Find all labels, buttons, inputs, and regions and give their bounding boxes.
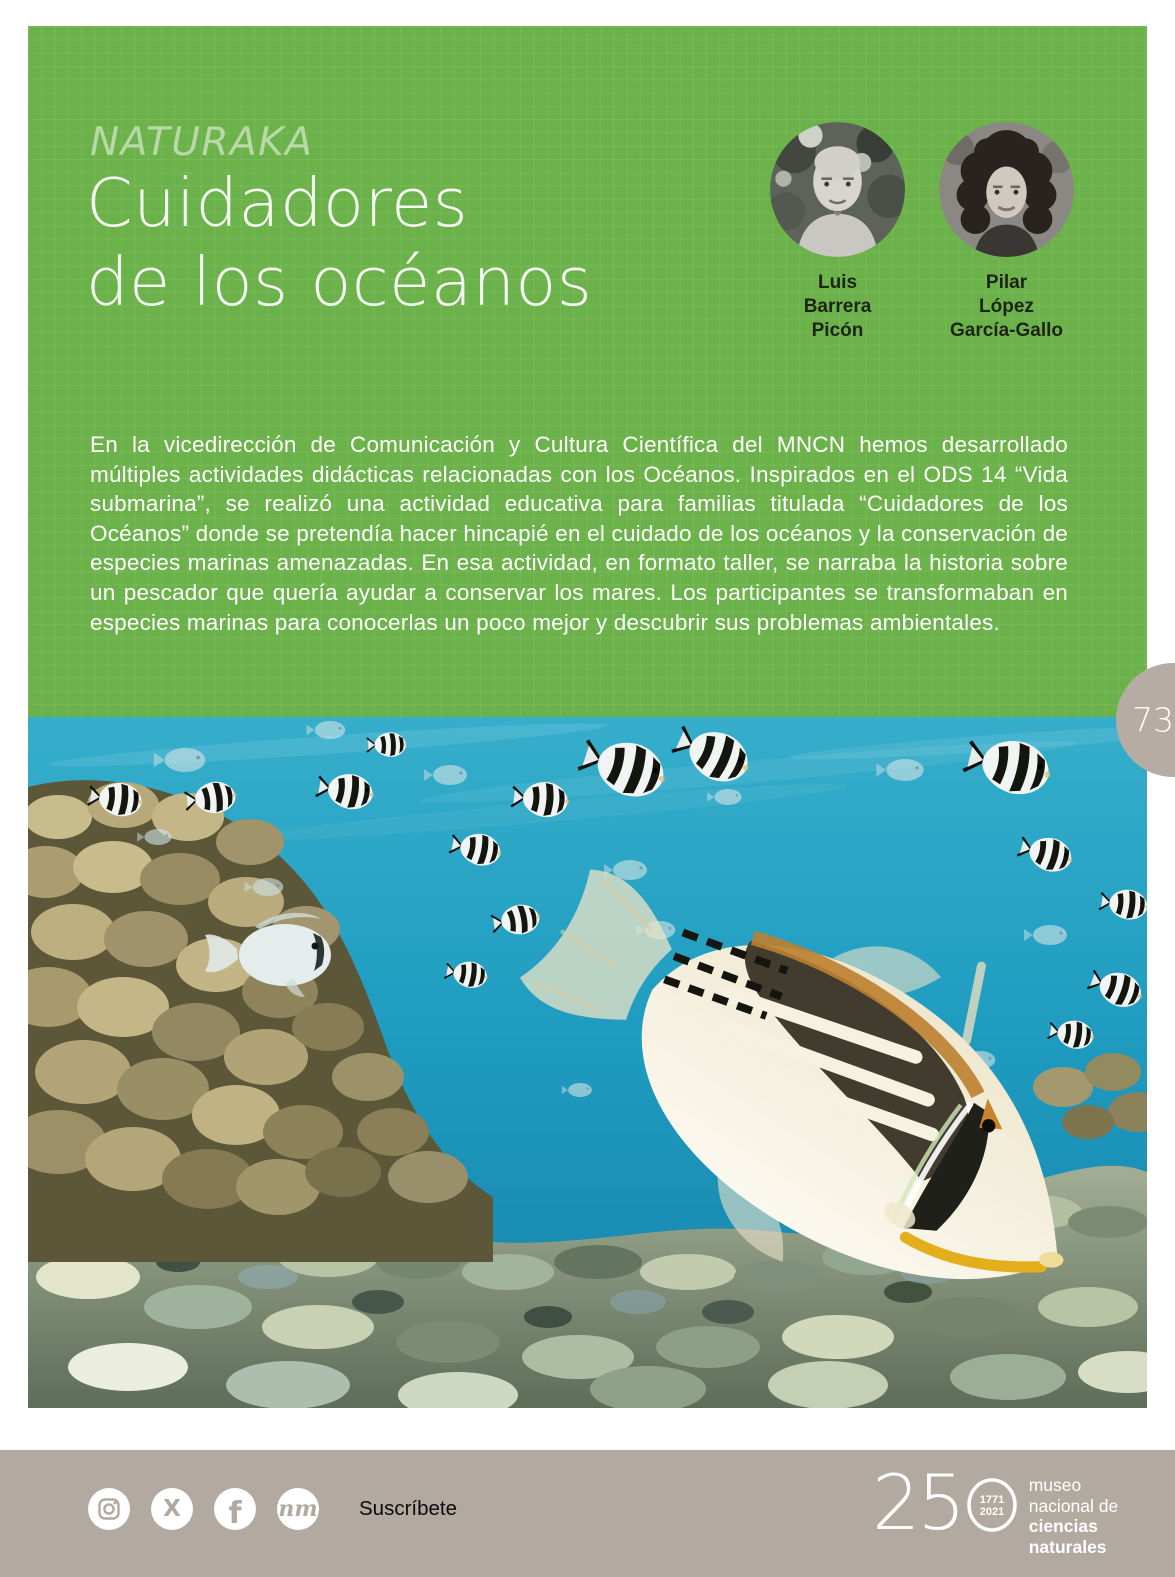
naturalmente-logo-icon: nm xyxy=(278,1496,318,1522)
facebook-button[interactable] xyxy=(214,1488,256,1530)
reef-photo xyxy=(28,717,1147,1408)
footer-bar xyxy=(0,1450,1175,1577)
avatar-woman-illustration xyxy=(939,122,1074,257)
naturalmente-button[interactable] xyxy=(277,1488,319,1530)
author-pilar xyxy=(939,122,1074,343)
x-button[interactable] xyxy=(151,1488,193,1530)
page-title-line1: Cuidadores xyxy=(86,164,469,242)
logo-250-number: 25 xyxy=(872,1458,963,1547)
museum-name: museo nacional de ciencias naturales xyxy=(1028,1475,1119,1557)
author-name-luis: Luis Barrera Picón xyxy=(803,272,872,341)
intro-paragraph: En la vicedirección de Comunicación y Cultura Científica del MNCN hemos desarrollado múltiples actividades didácticas relacionadas con los Océanos. Inspirados en el ODS 14 “Vida submarina”, se realizó una actividad educativa para familias titulada “Cuidadores de los Océanos” donde se pretendía hacer hincapié en el cuidado de los océanos y la conservación de especies marinas amenazadas. En esa actividad, en formato taller, se narraba la historia sobre un pescador que quería ayudar a conservar los mares. Los participantes se transformaban en especies marinas para conocerlas un poco mejor y descubrir sus problemas ambientales. xyxy=(90,432,1068,635)
section-kicker: NATURAKA xyxy=(90,120,314,165)
instagram-icon xyxy=(96,1496,122,1522)
page-title xyxy=(86,164,592,322)
page-title-line2: de los océanos xyxy=(86,243,593,321)
authors xyxy=(770,122,1074,343)
year-1771: 1771 xyxy=(979,1494,1004,1506)
x-icon: X xyxy=(163,1496,181,1522)
instagram-button[interactable] xyxy=(88,1488,130,1530)
subscribe-link[interactable]: Suscríbete xyxy=(359,1497,457,1520)
year-2021: 2021 xyxy=(979,1506,1004,1518)
page-number: 73 xyxy=(1132,700,1174,740)
facebook-icon: f xyxy=(228,1495,242,1530)
anniversary-years-ring xyxy=(966,1476,1018,1534)
author-photo-luis xyxy=(770,122,905,257)
author-luis xyxy=(770,122,905,343)
author-name-pilar: Pilar López García-Gallo xyxy=(950,272,1063,341)
author-photo-pilar xyxy=(939,122,1074,257)
social-row xyxy=(88,1488,457,1530)
header-section xyxy=(28,26,1147,717)
logo-250-circle xyxy=(966,1476,1018,1539)
avatar-man-illustration xyxy=(770,122,905,257)
reef-photo-illustration xyxy=(28,717,1147,1408)
anniversary-logo xyxy=(872,1458,1119,1557)
